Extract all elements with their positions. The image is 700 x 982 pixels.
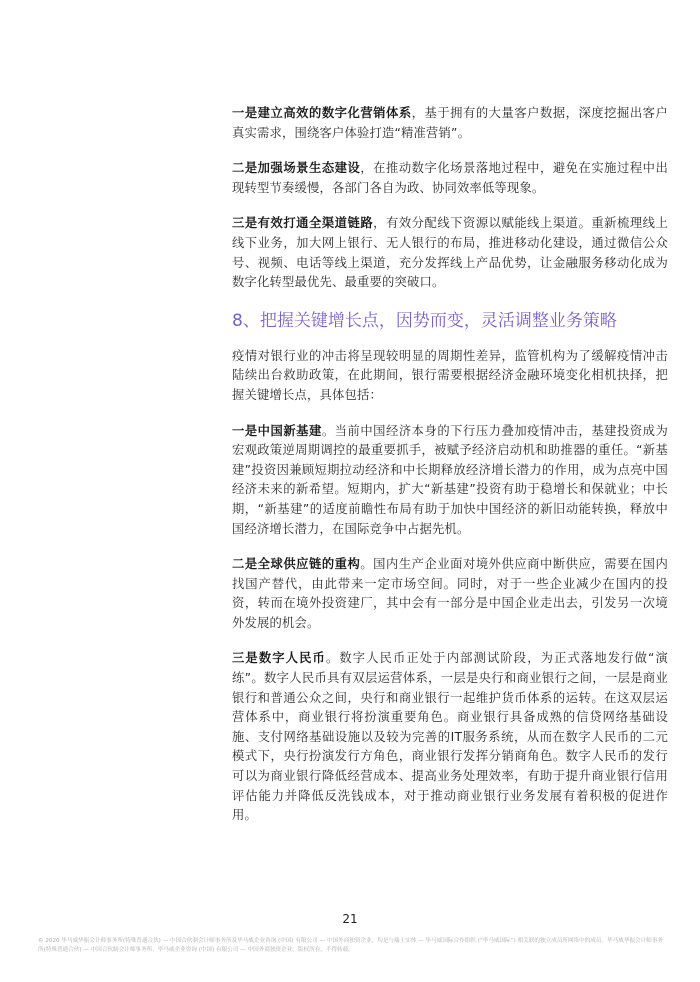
paragraph-body: ，有效分配线下资源以赋能线上渠道。重新梳理线上线下业务，加大网上银行、无人银行的布局，推进移动化建设，通过微信公众号、视频、电话等线上渠道，充分发挥线上产品优势，让金融服务移动化成为数字化转型最优先、最重要的突破口。	[232, 216, 668, 290]
paragraph-body: ，在推动数字化场景落地过程中，避免在实施过程中出现转型节奏缓慢，各部门各自为政、协同效率低等现象。	[232, 161, 668, 195]
paragraph-body: 。国内生产企业面对境外供应商中断供应，需要在国内找国产替代，由此带来一定市场空间。同时，对于一些企业减少在国内的投资，转而在境外投资建厂，其中会有一部分是中国企业走出去，引发另一次境外发展的机会。	[232, 557, 668, 630]
paragraph-lead: 二是全球供应链的重构	[232, 557, 361, 572]
paragraph-scenario-ecosystem	[232, 159, 668, 198]
paragraph-lead: 二是加强场景生态建设	[232, 161, 361, 176]
section-intro: 疫情对银行业的冲击将呈现较明显的周期性差异，监管机构为了缓解疫情冲击陆续出台救助政策，在此期间，银行需要根据经济金融环境变化相机抉择，把握关键增长点，具体包括：	[232, 348, 668, 402]
paragraph-lead: 三是有效打通全渠道链路	[232, 216, 374, 231]
paragraph-lead: 一是建立高效的数字化营销体系	[232, 106, 412, 120]
paragraph-omnichannel	[232, 214, 668, 292]
paragraph-body: 。数字人民币正处于内部测试阶段，为正式落地发行做“演练”。数字人民币具有双层运营体系，一层是央行和商业银行之间，一层是商业银行和普通公众之间，央行和商业银行一起维护货币体系的运转。在这双层运营体系中，商业银行将扮演重要角色。商业银行具备成熟的信贷网络基础设施、支付网络基础设施以及较为完善的IT服务系统，从而在数字人民币的二元模式下，央行扮演发行方角色，商业银行发挥分销商角色。数字人民币的发行可以为商业银行降低经营成本、提高业务处理效率，有助于提升商业银行信用评估能力并降低反洗钱成本，对于推动商业银行业务发展有着积极的促进作用。	[232, 651, 668, 823]
paragraph-body: 。当前中国经济本身的下行压力叠加疫情冲击，基建投资成为宏观政策逆周期调控的最重要抓手，被赋予经济启动机和助推器的重任。“新基建”投资因兼顾短期拉动经济和中长期释放经济增长潜力的作用，成为点亮中国经济未来的新希望。短期内，扩大“新基建”投资有助于稳增长和保就业；中长期，“新基建”的适度前瞻性布局有助于加快中国经济的新旧动能转换，释放中国经济增长潜力，在国际竞争中占据先机。	[232, 423, 669, 536]
copyright-footer: © 2020 毕马威华振会计师事务所(特殊普通合伙) — 中国合伙制会计师事务所及毕马威企业咨询 (中国) 有限公司 — 中国外商独资企业，均是与瑞士实体 — 毕马威国际合作组织 (“毕马威国际”) 相关联的独立成员所网络中的成员。毕马威华振会计师事务所(特殊普通合伙) — 中国合伙制会计师事务所，毕马威企业咨询 (中国) 有限公司 — 中国外商独资企业。版权所有，不得转载。	[38, 938, 664, 953]
main-content	[232, 104, 668, 842]
paragraph-digital-rmb	[232, 649, 668, 825]
paragraph-body: ，基于拥有的大量客户数据，深度挖掘出客户真实需求，围绕客户体验打造“精准营销”。	[232, 106, 668, 140]
page-number: 21	[342, 912, 358, 926]
paragraph-lead: 三是数字人民币	[232, 651, 326, 666]
paragraph-lead: 一是中国新基建	[232, 423, 322, 438]
paragraph-supply-chain	[232, 555, 668, 633]
paragraph-marketing-system	[232, 104, 668, 143]
section-heading: 8、把握关键增长点，因势而变，灵活调整业务策略	[232, 310, 617, 331]
paragraph-new-infrastructure	[232, 422, 668, 540]
